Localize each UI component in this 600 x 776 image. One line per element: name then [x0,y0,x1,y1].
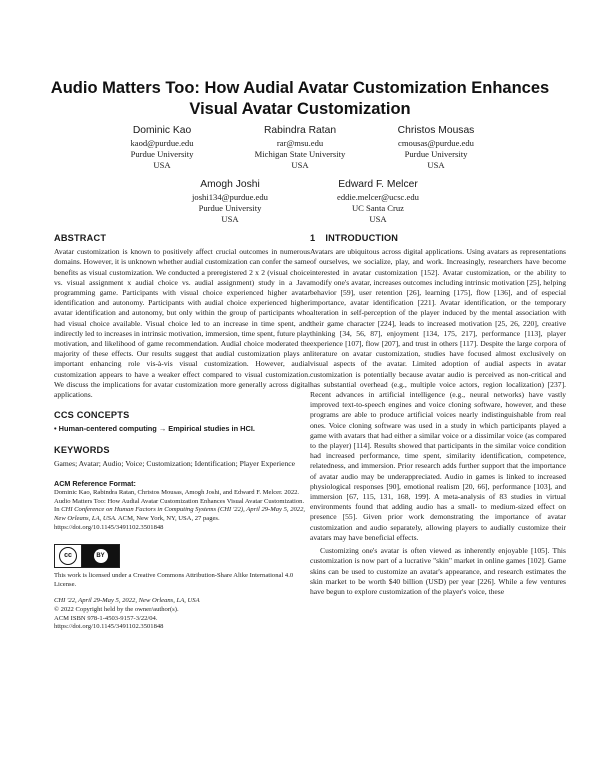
author-block [230,124,370,171]
author-affiliation: UC Santa Cruz [351,203,405,213]
author-name: Amogh Joshi [200,179,260,190]
author-email[interactable]: rar@msu.edu [276,138,324,148]
author-affiliation: Purdue University [404,149,468,159]
intro-paragraph-2: Customizing one's avatar is often viewed as inherently enjoyable [105]. This customization is now part of a lucrative "skin" market in online games [102]. Game skins can be used to customize an avatar's appearance, and research estimates the skin market to be worth $40 billion (USD) per year [226]. While a few ventures have begun to explore customization of the player's voice, these [310,546,566,596]
ccs-concepts: • Human-centered computing → Empirical studies in HCI. [54,424,255,434]
footer-doi[interactable]: https://doi.org/10.1145/3491102.3501848 [54,623,164,631]
author-block [298,178,458,225]
author-block [366,124,506,171]
author-country: USA [369,214,387,224]
footer-copyright: © 2022 Copyright held by the owner/author(s). [54,606,179,614]
reference-format-heading: ACM Reference Format: [54,479,136,489]
right-column [310,233,566,597]
keywords-heading: KEYWORDS [54,444,110,455]
author-country: USA [153,160,171,170]
author-affiliation: Michigan State University [254,149,346,159]
keywords-text: Games; Avatar; Audio; Voice; Customization; Identification; Player Experience [54,458,296,468]
reference-authors: Dominic Kao, Rabindra Ratan, Christos Mousas, Amogh Joshi, and Edward F. Melcer. 2022. Audio Matters Too: How Audial Avatar Customization Enhances Visual Avatar Customization. In [54,489,305,514]
cc-icon: cc [59,547,77,565]
author-email[interactable]: eddie.melcer@ucsc.edu [337,192,419,202]
cc-by-sa-icon [54,544,120,568]
author-country: USA [291,160,309,170]
intro-paragraph-1: Avatars are ubiquitous across digital applications. Using avatars as representations of ourselves, we socialize, play, and work. Increasingly, researchers have become interested in avatar customization [152]. Avatar customization, or the ability to modify one's avatar, increases outcomes including intrinsic motivation [25], helping behavior [59], user retention [26], learning [175], flow [136], and of especial importance, avatar identification [221]. Avatar identification, or the temporary alteration in self-perception of the player induced by the mental association with their game character [224], leads to increased motivation [25, 26, 220], creative thinking [34, 56, 87], enjoyment [134, 175, 217], performance [113], player experience [107], flow [207], and trust in others [117]. Despite the large corpora of literature on avatar customization, studies have focused almost exclusively on visual aspects of the avatar. Limited adoption of audial aspects in avatar customization is potentially because avatar audio is perceived as non-critical and has substantial overhead (e.g., multiple voice actors, region localization) [237]. Recent advances in artificial intelligence (e.g., neural networks) have vastly improved text-to-speech engines and voice cloning software, however, and these programs are able to produce artificial voices nearly indistinguishable from real ones. Voice cloning software was used in a study in which participants played a game with avatars that had either a similar voice or a dissimilar voice (as compared to the player) [114]. Results showed that participants in the similar voice condition had increased performance, time spent, similarity identification, competence, relatedness, and immersion. Prior research adds further support that the importance of avatar audio may be underappreciated. Audio in games is linked to increased physiological responses [90], emotional realism [20, 66], performance [103], and immersion [67, 115, 131, 168, 199]. A meta-analysis of 83 studies in virtual environments found that adding audio has a small- to medium-sized effect on presence [55]. Given prior work demonstrating the importance of avatar customization and audio separately, allowing players to audially customize their avatars may have beneficial effects. [310,247,566,542]
author-block [92,124,232,171]
by-icon: BY [94,549,108,563]
section-title: INTRODUCTION [325,233,399,243]
abstract-heading: ABSTRACT [54,233,107,243]
author-name: Dominic Kao [132,125,192,136]
intro-heading [310,233,566,243]
author-name: Rabindra Ratan [263,125,337,136]
reference-format [54,489,310,532]
license-text: This work is licensed under a Creative Commons Attribution-Share Alike International 4.0 License. [54,572,294,588]
left-column [54,233,310,632]
author-affiliation: Purdue University [198,203,262,213]
ccs-heading: CCS CONCEPTS [54,410,130,421]
reference-venue: CHI Conference on Human Factors in Computing Systems (CHI '22), April 29-May 5, 2022, New Orleans, LA, USA. [54,506,306,523]
author-country: USA [427,160,445,170]
author-email[interactable]: joshi134@purdue.edu [192,192,268,202]
cc-license-badge[interactable] [54,544,310,568]
footer-isbn: ACM ISBN 978-1-4503-9157-3/22/04. [54,614,158,622]
footer-venue: CHI '22, April 29-May 5, 2022, New Orleans, LA, USA [54,597,200,605]
section-number: 1 [310,233,316,243]
author-country: USA [221,214,239,224]
author-name: Edward F. Melcer [338,179,418,190]
author-name: Christos Mousas [397,125,475,136]
abstract-text: Avatar customization is known to positively affect crucial outcomes in numerous domains. However, it is unknown whether audial customization can confer the same benefits as visual customization. We conducted a preregistered 2 x 2 (visual choice vs. visual assignment x audial choice vs. audial assignment) study in a Java programming game. Participants with visual choice experienced higher avatar identification and autonomy. Participants with audial choice experienced higher avatar identification and autonomy, but only within the group of participants who had visual choice available. Visual choice led to an increase in time spent, and indirectly led to increases in intrinsic motivation, immersion, time spent, future play motivation, and likelihood of game recommendation. Audial choice moderated the majority of these effects. Our results suggest that audial customization plays an important enhancing role vis-à-vis visual customization. However, audial customization appears to have a weaker effect compared to visual customization. We discuss the implications for avatar customization more generally across digital applications. [54,247,310,400]
author-block [160,178,300,225]
paper-title: Audio Matters Too: How Audial Avatar Customization Enhances Visual Avatar Customization [50,79,550,118]
reference-doi[interactable]: ACM, New York, NY, USA, 27 pages. https://doi.org/10.1145/3491102.3501848 [54,515,220,531]
author-email[interactable]: kaod@purdue.edu [130,138,194,148]
author-email[interactable]: cmousas@purdue.edu [398,138,474,148]
author-affiliation: Purdue University [130,149,194,159]
